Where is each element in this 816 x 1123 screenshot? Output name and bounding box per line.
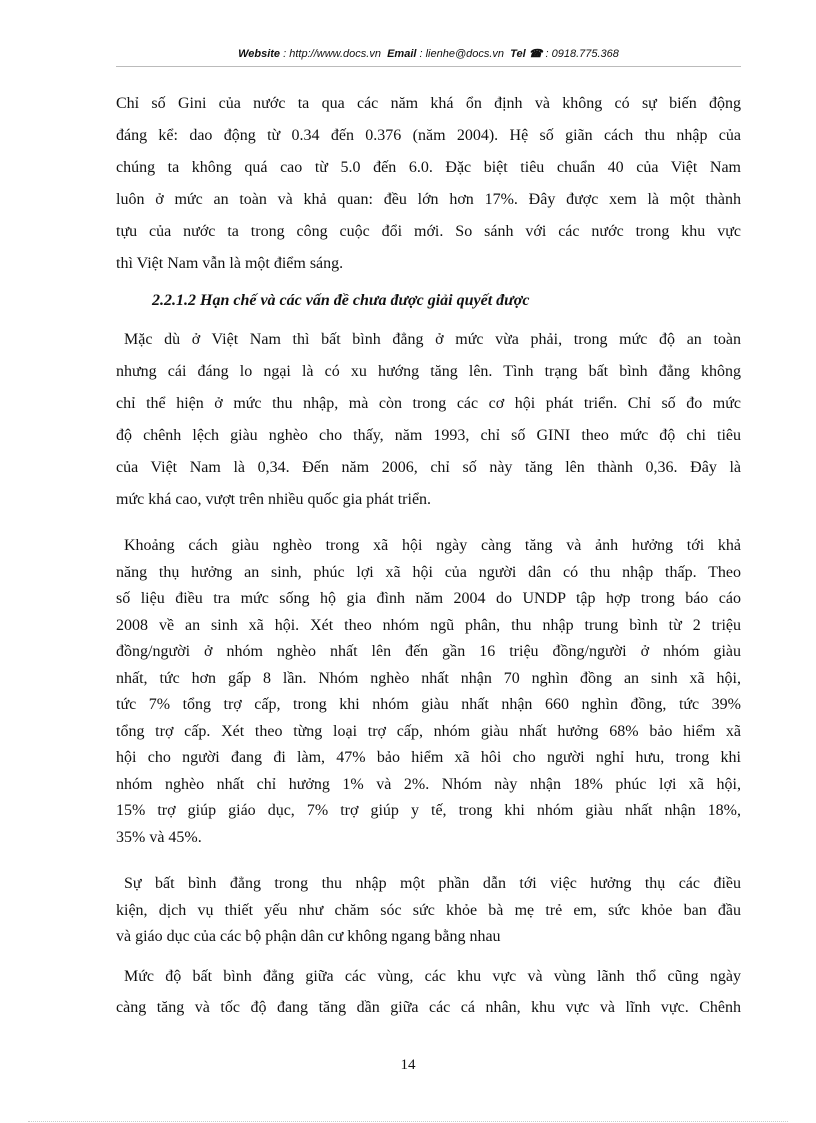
paragraph-line: năng thụ hưởng an sinh, phúc lợi xã hội của người dân có thu nhập thấp. Theo [116,563,741,581]
paragraph-line: nhưng cái đáng lo ngại là có xu hướng tăng lên. Tình trạng bất bình đẳng không [116,363,741,380]
paragraph-line: Sự bất bình đẳng trong thu nhập một phần dẫn tới việc hưởng thụ các điều [124,875,741,892]
paragraph-wealth-gap-body [116,560,741,852]
paragraph-line: nhóm nghèo nhất chỉ hưởng 1% và 2%. Nhóm này nhận 18% phúc lợi xã hội, [116,775,741,793]
paragraph-line: Mặc dù ở Việt Nam thì bất bình đẳng ở mức vừa phải, trong mức độ an toàn [124,331,741,348]
email-value: : lienhe@docs.vn [419,48,505,60]
paragraph-line: 35% và 45%. [116,828,202,846]
paragraph-line: càng tăng và tốc độ đang tăng dần giữa các cá nhân, khu vực và lĩnh vực. Chênh [116,999,741,1016]
paragraph-line: độ chênh lệch giàu nghèo cho thấy, năm 1993, chỉ số GINI theo mức độ chi tiêu [116,427,741,444]
paragraph-line: kiện, dịch vụ thiết yếu như chăm sóc sức khỏe bà mẹ trẻ em, sức khỏe ban đầu [116,901,741,919]
paragraph-wealth-gap [124,533,741,560]
paragraph-line: tức 7% tổng trợ cấp, trong khi nhóm giàu nhất nhận 660 nghìn đồng, tức 39% [116,696,741,713]
paragraph-inequality-trend [124,324,741,356]
paragraph-line: tổng trợ cấp. Xét theo từng loại trợ cấp, nhóm giàu nhất hưởng 68% bảo hiểm xã [116,722,741,740]
paragraph-line: Chỉ số Gini của nước ta qua các năm khá ổn định và không có sự biến động [116,95,741,112]
page-header [116,47,741,60]
header-divider [116,66,741,67]
section-heading: 2.2.1.2 Hạn chế và các vấn đề chưa được giải quyết được [152,292,530,309]
paragraph-services-access [124,871,741,898]
paragraph-line: chúng ta không quá cao từ 5.0 đến 6.0. Đặc biệt tiêu chuẩn 40 của Việt Nam [116,159,741,176]
paragraph-regional-inequality [124,961,741,992]
paragraph-line: 15% trợ giúp giáo dục, 7% trợ giúp y tế, trong khi nhóm giàu nhất nhận 18%, [116,802,741,819]
paragraph-line: tựu của nước ta trong công cuộc đổi mới. So sánh với các nước trong khu vực [116,223,741,240]
paragraph-line: và giáo dục của các bộ phận dân cư không ngang bằng nhau [116,928,501,945]
paragraph-line: đồng/người ở nhóm nghèo nhất lên đến gần 16 triệu đồng/người ở nhóm giàu [116,643,741,660]
phone-icon: ☎ [528,48,543,60]
paragraph-services-access-body [116,898,741,951]
website-label: Website [238,48,281,60]
email-label: Email [387,48,417,60]
paragraph-regional-inequality-body [116,992,741,1023]
tel-value: : 0918.775.368 [545,48,619,60]
paragraph-line: số liệu điều tra mức sống hộ gia đình năm 2004 do UNDP tập hợp trong báo cáo [116,590,741,607]
paragraph-line: luôn ở mức an toàn và khả quan: đều lớn hơn 17%. Đây được xem là một thành [116,191,741,208]
paragraph-gini-summary [116,88,741,280]
paragraph-line: thì Việt Nam vẫn là một điểm sáng. [116,255,344,272]
paragraph-line: mức khá cao, vượt trên nhiều quốc gia phát triển. [116,491,432,508]
paragraph-line: 2008 về an sinh xã hội. Xét theo nhóm ngũ phân, thu nhập trung bình từ 2 triệu [116,616,741,634]
footer-divider [28,1121,788,1122]
paragraph-line: chỉ thể hiện ở mức thu nhập, mà còn trong các cơ hội phát triển. Chỉ số đo mức [116,395,741,412]
tel-label: Tel [510,48,526,60]
paragraph-line: của Việt Nam là 0,34. Đến năm 2006, chỉ số này tăng lên thành 0,36. Đây là [116,459,741,476]
paragraph-line: Khoảng cách giàu nghèo trong xã hội ngày càng tăng và ảnh hưởng tới khả [124,537,741,554]
paragraph-inequality-trend-body [116,356,741,516]
paragraph-line: nhất, tức hơn gấp 8 lần. Nhóm nghèo nhất nhận 70 nghìn đồng an sinh xã hội, [116,669,741,687]
page-number: 14 [400,1057,416,1073]
website-value: : http://www.docs.vn [283,48,381,60]
paragraph-line: hội cho người đang đi làm, 47% bảo hiểm xã hôi cho người nghỉ hưu, trong khi [116,749,741,766]
paragraph-line: Mức độ bất bình đẳng giữa các vùng, các khu vực và vùng lãnh thổ cũng ngày [124,968,741,985]
paragraph-line: đáng kể: dao động từ 0.34 đến 0.376 (năm 2004). Hệ số giãn cách thu nhập của [116,127,741,144]
